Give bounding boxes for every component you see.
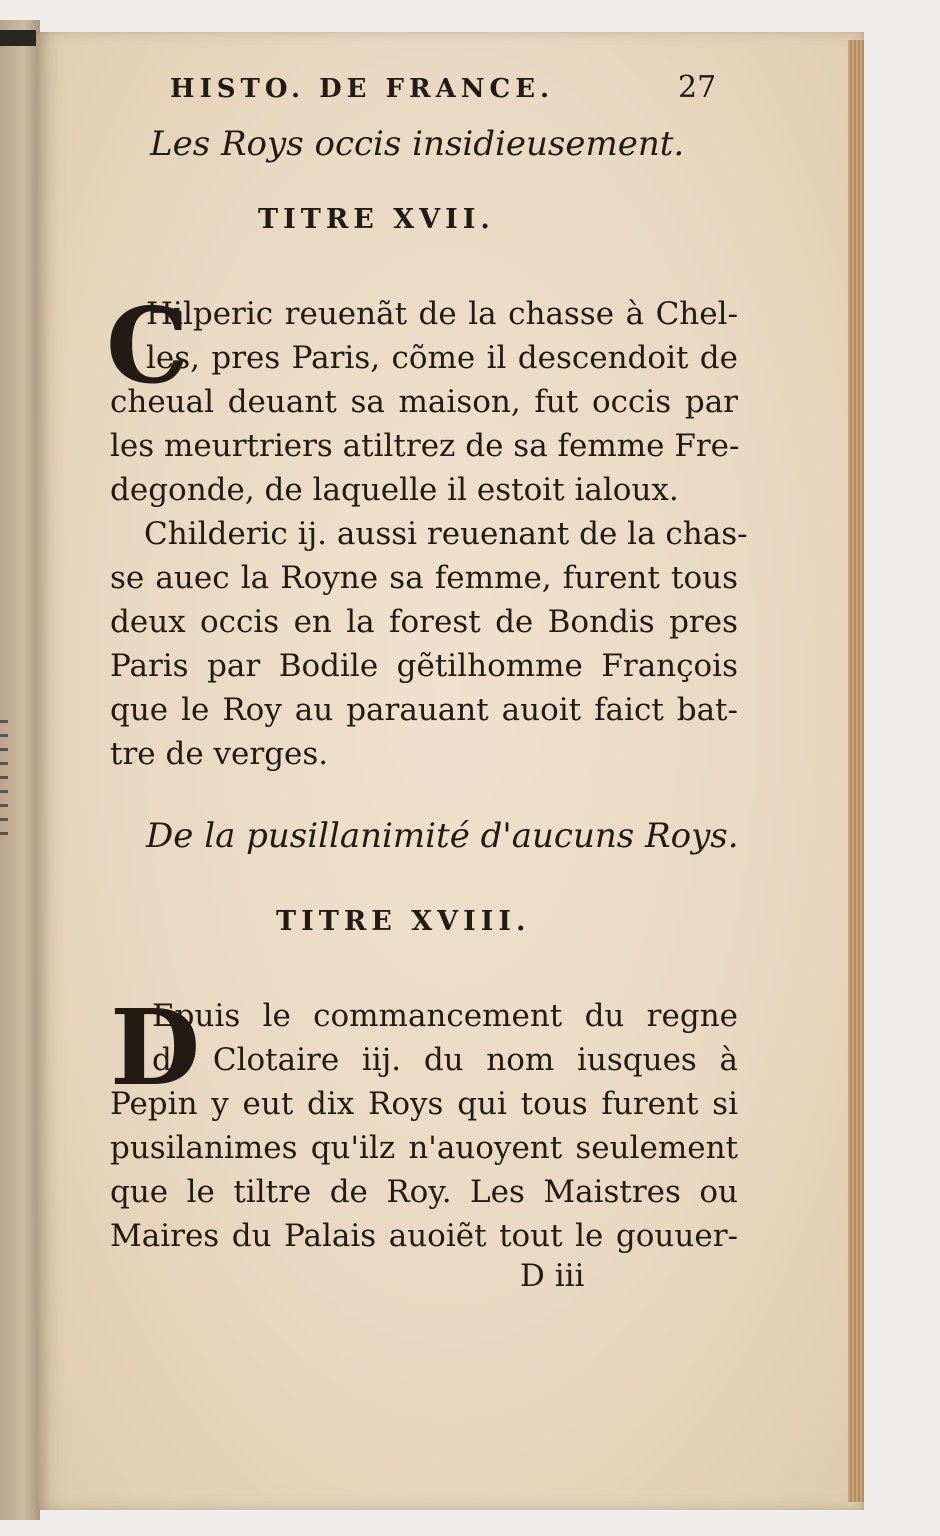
section-heading-2: De la pusillanimité d'aucuns Roys. [146,816,739,856]
text-line: de Clotaire iij. du nom iusques à [152,1042,738,1078]
facing-page-edge [0,20,40,1520]
text-line: Pepin y eut dix Roys qui tous furent si [110,1086,738,1122]
text-line: que le Roy au parauant auoit faict bat- [110,692,738,728]
text-line: Maires du Palais auoiẽt tout le gouuer- [110,1218,738,1254]
signature-mark: D iii [520,1258,585,1294]
text-line: pusilanimes qu'ilz n'auoyent seulement [110,1130,738,1166]
text-line: Childeric ij. aussi reuenant de la chas- [144,516,748,552]
section-heading-1: Les Roys occis insidieusement. [150,124,685,164]
text-line: tre de verges. [110,736,329,772]
paragraph-1 [110,292,738,512]
text-line: Epuis le commancement du regne [152,998,738,1034]
drop-cap-d: D [110,986,201,1109]
text-line: les, pres Paris, cõme il descendoit de [146,340,738,376]
text-line: Hilperic reuenãt de la chasse à Chel- [146,296,738,332]
text-line: se auec la Royne sa femme, furent tous [110,560,738,596]
running-head: HISTO. DE FRANCE. [170,74,555,104]
page-number: 27 [678,70,717,105]
binding-strip [0,30,36,46]
page-fore-edge [848,40,864,1502]
text-line: degonde, de laquelle il estoit ialoux. [110,472,679,508]
titre-heading-2: TITRE XVIII. [276,906,531,937]
text-line: que le tiltre de Roy. Les Maistres ou [110,1174,738,1210]
drop-cap-c: C [106,284,189,407]
text-line: cheual deuant sa maison, fut occis par [110,384,738,420]
paragraph-2 [110,512,748,776]
text-line: Paris par Bodile gẽtilhomme François [110,648,738,684]
text-line: deux occis en la forest de Bondis pres [110,604,738,640]
facing-page-text-remnants [0,720,8,840]
text-line: les meurtriers atiltrez de sa femme Fre- [110,428,740,464]
paragraph-3 [110,986,738,1258]
titre-heading-1: TITRE XVII. [258,204,495,235]
